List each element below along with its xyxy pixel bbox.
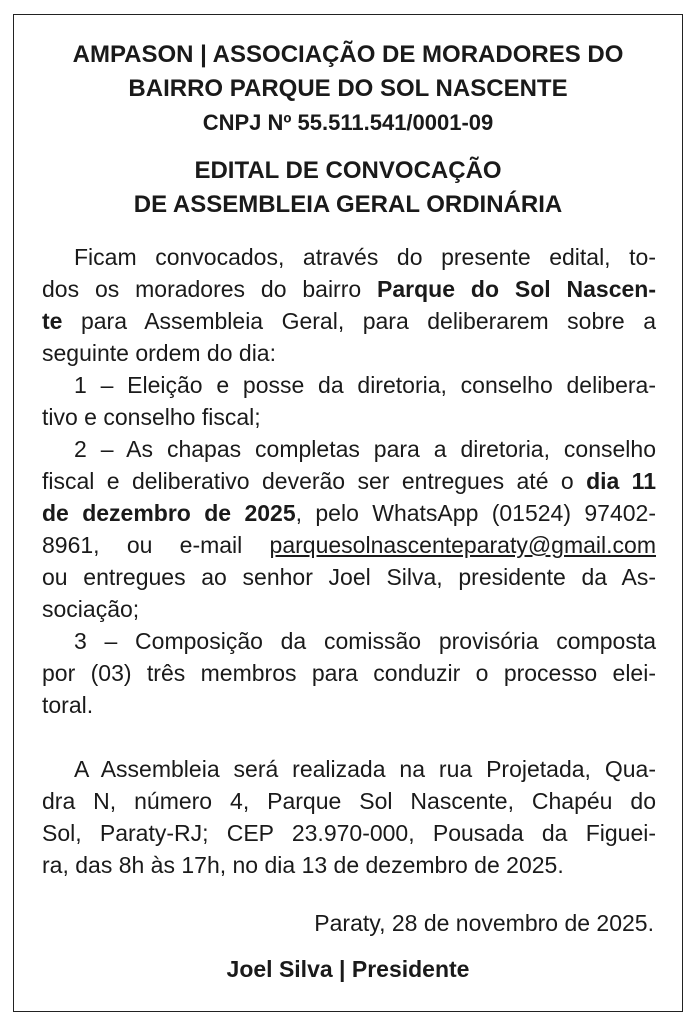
neighborhood-name-part1: Parque do Sol Nascen- bbox=[377, 276, 656, 302]
item1-line-1: 1 – Eleição e posse da diretoria, conselho delibera- bbox=[74, 372, 656, 398]
association-name-line2: BAIRRO PARQUE DO SOL NASCENTE bbox=[128, 75, 568, 102]
email-prefix-text: 8961, ou e-mail bbox=[42, 532, 270, 558]
item3-line-2: por (03) três membros para conduzir o processo elei- bbox=[42, 660, 656, 686]
item2-line-5: ou entregues ao senhor Joel Silva, presidente da As- bbox=[42, 564, 656, 590]
item1-line-2: tivo e conselho fiscal; bbox=[42, 404, 261, 430]
intro-line-3-text: para Assembleia Geral, para deliberarem sobre a bbox=[62, 308, 656, 334]
location-line-1: A Assembleia será realizada na rua Projetada, Qua- bbox=[74, 756, 656, 782]
location-line-4: ra, das 8h às 17h, no dia 13 de dezembro de 2025. bbox=[42, 852, 564, 878]
location-line-2: dra N, número 4, Parque Sol Nascente, Chapéu do bbox=[42, 788, 656, 814]
item2-line-4 bbox=[42, 531, 656, 559]
cnpj-line: CNPJ Nº 55.511.541/0001-09 bbox=[202, 110, 494, 135]
edital-title-line2: DE ASSEMBLEIA GERAL ORDINÁRIA bbox=[133, 191, 563, 218]
location-line-3: Sol, Paraty-RJ; CEP 23.970-000, Pousada da Figuei- bbox=[42, 820, 656, 846]
item3-line-1: 3 – Composição da comissão provisória composta bbox=[74, 628, 656, 654]
intro-line-2-text: dos os moradores do bairro bbox=[42, 276, 378, 302]
whatsapp-text: , pelo WhatsApp (01524) 97402- bbox=[295, 500, 657, 526]
dateline: Paraty, 28 de novembro de 2025. bbox=[314, 910, 654, 936]
deadline-date-part1: dia 11 bbox=[586, 468, 656, 494]
signature: Joel Silva | Presidente bbox=[226, 956, 470, 982]
intro-line-1: Ficam convocados, através do presente edital, to- bbox=[74, 244, 656, 270]
item3-line-3: toral. bbox=[42, 692, 94, 718]
email-link[interactable]: parquesolnascenteparaty@gmail.com bbox=[269, 532, 656, 558]
item2-line-2-text: fiscal e deliberativo deverão ser entregues até o bbox=[42, 468, 587, 494]
association-name-line1: AMPASON | ASSOCIAÇÃO DE MORADORES DO bbox=[72, 41, 624, 68]
item2-line-3 bbox=[42, 499, 656, 527]
intro-line-3 bbox=[42, 307, 656, 335]
edital-title-line1: EDITAL DE CONVOCAÇÃO bbox=[194, 157, 502, 184]
item2-line-2 bbox=[42, 467, 656, 495]
item2-line-6: sociação; bbox=[42, 596, 140, 622]
item2-line-1: 2 – As chapas completas para a diretoria, conselho bbox=[74, 436, 656, 462]
neighborhood-name-part2: te bbox=[42, 308, 63, 334]
deadline-date-part2: de dezembro de 2025 bbox=[42, 500, 296, 526]
notice-frame bbox=[13, 14, 683, 1012]
intro-line-4: seguinte ordem do dia: bbox=[42, 340, 276, 366]
intro-line-2 bbox=[42, 275, 656, 303]
